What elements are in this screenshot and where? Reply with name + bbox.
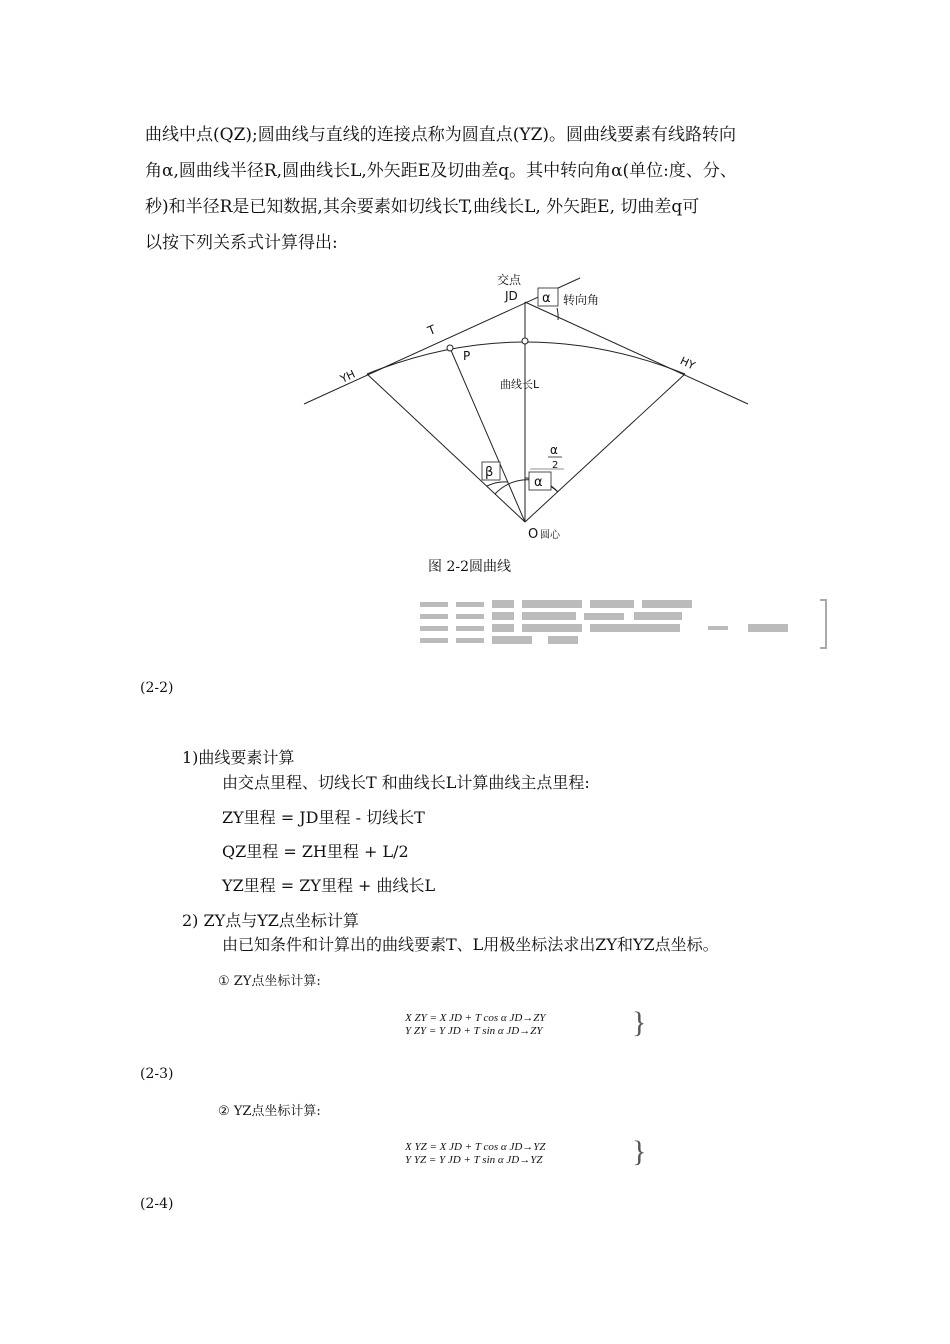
label-yh: YH <box>338 367 358 386</box>
point-qz-marker <box>522 338 528 344</box>
label-hy: HY <box>677 354 698 373</box>
label-alpha-top: α <box>542 291 551 306</box>
formula-zy-brace: } <box>632 1006 647 1039</box>
intro-line-4: 以按下列关系式计算得出: <box>145 233 338 253</box>
step1-equation-zy: ZY里程 = JD里程 - 切线长T <box>222 808 425 827</box>
step2-description: 由已知条件和计算出的曲线要素T、L用极坐标法求出ZY和YZ点坐标。 <box>222 935 719 954</box>
step1-equation-yz: YZ里程 = ZY里程 + 曲线长L <box>222 876 436 895</box>
label-alpha-bottom: α <box>534 475 543 490</box>
formula-zy-y: Y ZY = Y JD + T sin α JD→ZY <box>405 1025 543 1037</box>
label-yuanxin: 圆心 <box>540 530 560 541</box>
step1-equation-qz: QZ里程 = ZH里程 + L/2 <box>222 842 409 861</box>
label-jd: JD <box>505 289 518 303</box>
equation-label-2-4: (2-4) <box>140 1196 174 1212</box>
step1-description: 由交点里程、切线长T 和曲线长L计算曲线主点里程: <box>222 773 590 792</box>
equation-label-2-3: (2-3) <box>140 1066 174 1082</box>
intro-line-3: 秒)和半径R是已知数据,其余要素如切线长T,曲线长L, 外矢距E, 切曲差q可 <box>145 197 700 217</box>
equation-label-2-2: (2-2) <box>140 680 174 696</box>
label-zhuanxiangjiao: 转向角 <box>563 293 600 307</box>
radius-yh <box>367 374 525 522</box>
label-half-alpha-num: α <box>550 443 558 457</box>
formula-yz-y: Y YZ = Y JD + T sin α JD→YZ <box>405 1154 543 1166</box>
step2-title: 2) ZY点与YZ点坐标计算 <box>182 911 359 930</box>
point-p-marker <box>447 345 453 351</box>
label-t: T <box>425 322 438 338</box>
intro-line-1: 曲线中点(QZ);圆曲线与直线的连接点称为圆直点(YZ)。圆曲线要素有线路转向 <box>145 125 737 145</box>
intro-line-2: 角α,圆曲线半径R,圆曲线长L,外矢距E及切曲差q。其中转向角α(单位:度、分、 <box>145 161 737 181</box>
step2-sub-zy: ① ZY点坐标计算: <box>218 974 321 989</box>
formula-yz-brace: } <box>632 1135 647 1168</box>
formula-zy-x: X ZY = X JD + T cos α JD→ZY <box>405 1012 546 1024</box>
label-quxianchang: 曲线长L <box>500 378 540 391</box>
label-center-o: O <box>528 527 539 542</box>
turning-angle-arc <box>557 308 558 320</box>
blurred-formula-image <box>408 596 838 654</box>
label-half-alpha-den: 2 <box>552 460 559 471</box>
intro-paragraph <box>145 117 835 261</box>
label-jiaodian: 交点 <box>497 273 522 287</box>
label-p: P <box>463 349 471 363</box>
label-beta: β <box>485 465 494 480</box>
radius-hy <box>525 374 685 522</box>
circular-curve-figure <box>300 268 760 548</box>
radius-p <box>450 348 525 522</box>
step2-sub-yz: ② YZ点坐标计算: <box>218 1104 321 1119</box>
figure-caption: 图 2-2圆曲线 <box>428 559 511 575</box>
formula-yz-x: X YZ = X JD + T cos α JD→YZ <box>405 1141 546 1153</box>
curve-arc <box>367 342 685 374</box>
step1-title: 1)曲线要素计算 <box>182 748 295 767</box>
